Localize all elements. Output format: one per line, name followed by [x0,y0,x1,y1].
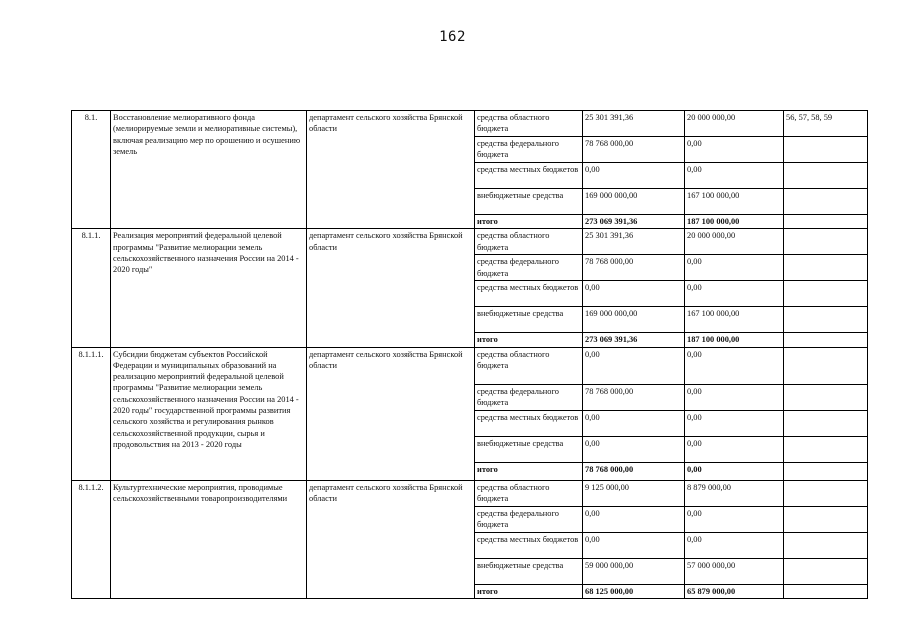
funding-source-cell: внебюджетные средства [475,436,583,462]
funding-source-cell: средства областного бюджета [475,480,583,506]
funding-source-cell: средства местных бюджетов [475,163,583,189]
amount-cell-year2: 0,00 [685,462,784,480]
target-indicator-cell [784,384,868,410]
executor-cell: департамент сельского хозяйства Брянской области [307,347,475,480]
amount-cell-year2: 0,00 [685,255,784,281]
executor-cell: департамент сельского хозяйства Брянской области [307,480,475,598]
executor-cell: департамент сельского хозяйства Брянской области [307,111,475,229]
amount-cell-year2: 65 879 000,00 [685,584,784,598]
funding-source-cell: внебюджетные средства [475,558,583,584]
amount-cell-year2: 187 100 000,00 [685,333,784,347]
amount-cell-year1: 273 069 391,36 [583,333,685,347]
target-indicator-cell [784,410,868,436]
amount-cell-year2: 0,00 [685,436,784,462]
target-indicator-cell [784,436,868,462]
target-indicator-cell [784,558,868,584]
table-row [72,111,868,137]
item-name-cell: Культуртехнические мероприятия, проводимые сельскохозяйственными товаропроизводителями [111,480,307,598]
amount-cell-year1: 59 000 000,00 [583,558,685,584]
amount-cell-year2: 0,00 [685,137,784,163]
item-name-cell: Реализация мероприятий федеральной целевой программы "Развитие мелиорации земель сельскохозяйственного назначения России на 2014 - 2020 годы" [111,229,307,347]
target-indicator-cell [784,584,868,598]
funding-source-cell: средства местных бюджетов [475,532,583,558]
amount-cell-year1: 78 768 000,00 [583,384,685,410]
item-number-cell: 8.1.1.1. [72,347,111,480]
amount-cell-year1: 0,00 [583,532,685,558]
target-indicator-cell [784,480,868,506]
amount-cell-year2: 167 100 000,00 [685,307,784,333]
amount-cell-year1: 78 768 000,00 [583,255,685,281]
amount-cell-year2: 187 100 000,00 [685,215,784,229]
total-label-cell: итого [475,333,583,347]
amount-cell-year2: 57 000 000,00 [685,558,784,584]
item-name-cell: Субсидии бюджетам субъектов Российской Федерации и муниципальных образований на реализацию мероприятий федеральной целевой программы "Развитие мелиорации земель сельскохозяйственного назначения России на 2014 - 2020 годы" государственной программы развития сельского хозяйства и регулирования рынков сельскохозяйственной продукции, сырья и продовольствия на 2013 - 2020 годы [111,347,307,480]
funding-source-cell: средства федерального бюджета [475,384,583,410]
target-indicator-cell [784,215,868,229]
total-label-cell: итого [475,462,583,480]
amount-cell-year2: 0,00 [685,532,784,558]
amount-cell-year2: 0,00 [685,506,784,532]
table-row [72,480,868,506]
total-label-cell: итого [475,584,583,598]
item-number-cell: 8.1.1.2. [72,480,111,598]
program-table-body [72,111,868,599]
amount-cell-year2: 8 879 000,00 [685,480,784,506]
amount-cell-year1: 25 301 391,36 [583,111,685,137]
amount-cell-year2: 0,00 [685,347,784,384]
amount-cell-year2: 167 100 000,00 [685,189,784,215]
amount-cell-year1: 0,00 [583,281,685,307]
target-indicator-cell [784,462,868,480]
amount-cell-year1: 9 125 000,00 [583,480,685,506]
amount-cell-year1: 169 000 000,00 [583,189,685,215]
program-table-wrapper [71,110,868,599]
program-table [71,110,868,599]
page-number: 162 [439,29,466,45]
table-row [72,229,868,255]
target-indicator-cell [784,255,868,281]
total-label-cell: итого [475,215,583,229]
target-indicator-cell: 56, 57, 58, 59 [784,111,868,137]
target-indicator-cell [784,347,868,384]
amount-cell-year1: 273 069 391,36 [583,215,685,229]
amount-cell-year1: 0,00 [583,163,685,189]
executor-cell: департамент сельского хозяйства Брянской области [307,229,475,347]
funding-source-cell: внебюджетные средства [475,189,583,215]
amount-cell-year1: 0,00 [583,410,685,436]
amount-cell-year1: 0,00 [583,347,685,384]
amount-cell-year2: 20 000 000,00 [685,111,784,137]
item-number-cell: 8.1.1. [72,229,111,347]
funding-source-cell: средства областного бюджета [475,347,583,384]
target-indicator-cell [784,229,868,255]
item-number-cell: 8.1. [72,111,111,229]
target-indicator-cell [784,163,868,189]
table-row [72,347,868,384]
funding-source-cell: средства местных бюджетов [475,410,583,436]
target-indicator-cell [784,333,868,347]
funding-source-cell: средства областного бюджета [475,111,583,137]
funding-source-cell: средства местных бюджетов [475,281,583,307]
target-indicator-cell [784,189,868,215]
target-indicator-cell [784,506,868,532]
funding-source-cell: внебюджетные средства [475,307,583,333]
amount-cell-year1: 169 000 000,00 [583,307,685,333]
target-indicator-cell [784,137,868,163]
amount-cell-year2: 0,00 [685,281,784,307]
target-indicator-cell [784,281,868,307]
funding-source-cell: средства федерального бюджета [475,506,583,532]
amount-cell-year1: 78 768 000,00 [583,462,685,480]
amount-cell-year1: 78 768 000,00 [583,137,685,163]
funding-source-cell: средства областного бюджета [475,229,583,255]
target-indicator-cell [784,532,868,558]
amount-cell-year1: 0,00 [583,506,685,532]
amount-cell-year1: 68 125 000,00 [583,584,685,598]
amount-cell-year2: 0,00 [685,163,784,189]
target-indicator-cell [784,307,868,333]
funding-source-cell: средства федерального бюджета [475,255,583,281]
item-name-cell: Восстановление мелиоративного фонда (мелиорируемые земли и мелиоративные системы), включая реализацию мер по орошению и осушению земель [111,111,307,229]
amount-cell-year2: 0,00 [685,384,784,410]
amount-cell-year1: 0,00 [583,436,685,462]
amount-cell-year1: 25 301 391,36 [583,229,685,255]
funding-source-cell: средства федерального бюджета [475,137,583,163]
amount-cell-year2: 20 000 000,00 [685,229,784,255]
amount-cell-year2: 0,00 [685,410,784,436]
